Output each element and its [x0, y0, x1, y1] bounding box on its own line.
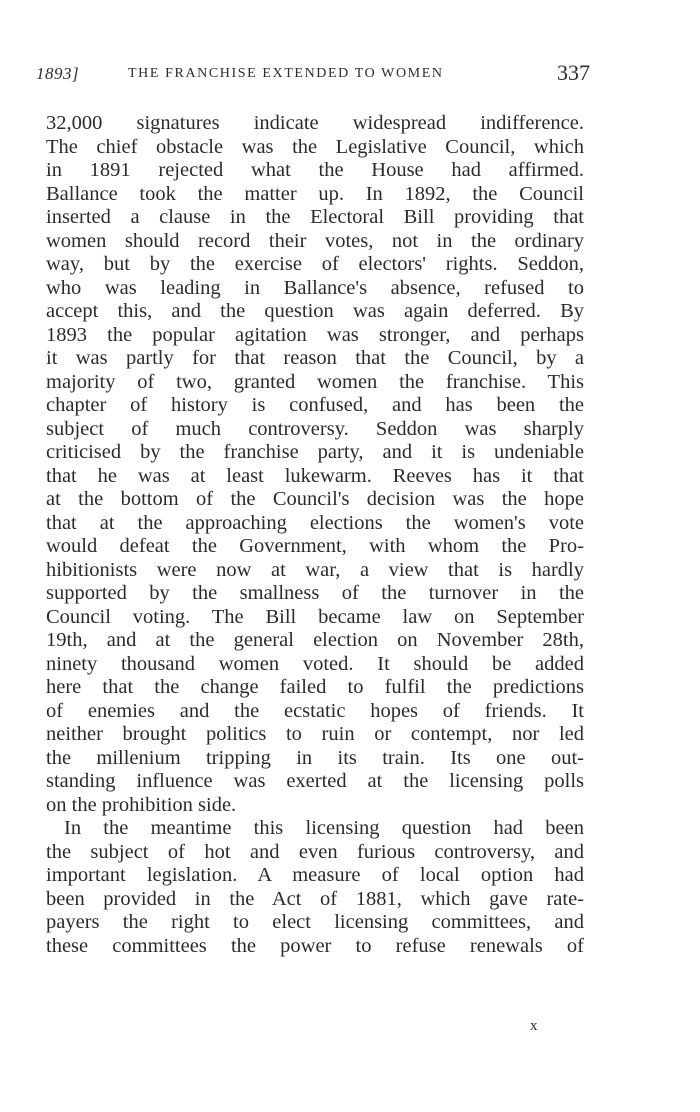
- text-line: women should record their votes, not in the ordinary: [46, 229, 584, 252]
- text-line: at the bottom of the Council's decision was the hope: [46, 488, 584, 510]
- text-line: of enemies and the ecstatic hopes of friends. It: [46, 699, 584, 722]
- text-line: that he was at least lukewarm. Reeves has it that: [46, 464, 584, 487]
- text-line: way, but by the exercise of electors' rights. Seddon,: [46, 253, 584, 275]
- text-line: in 1891 rejected what the House had affirmed.: [46, 159, 584, 181]
- text-line: 1893 the popular agitation was stronger, and perhaps: [46, 323, 584, 346]
- text-line: ninety thousand women voted. It should be added: [46, 652, 584, 675]
- text-line: The chief obstacle was the Legislative Council, which: [46, 135, 584, 158]
- text-line: supported by the smallness of the turnover in the: [46, 582, 584, 604]
- paragraph: [46, 817, 584, 958]
- text-line: 32,000 signatures indicate widespread indifference.: [46, 112, 584, 134]
- text-line: 19th, and at the general election on November 28th,: [46, 629, 584, 651]
- text-line: accept this, and the question was again deferred. By: [46, 300, 584, 322]
- text-line: In the meantime this licensing question had been: [64, 817, 584, 839]
- text-line: these committees the power to refuse renewals of: [46, 934, 584, 957]
- signature-mark: x: [530, 1018, 538, 1034]
- text-line: the millenium tripping in its train. Its one out-: [46, 746, 584, 769]
- text-line: Council voting. The Bill became law on September: [46, 605, 584, 628]
- text-line: majority of two, granted women the franchise. This: [46, 370, 584, 393]
- text-line: hibitionists were now at war, a view that is hardly: [46, 558, 584, 581]
- text-line: neither brought politics to ruin or contempt, nor led: [46, 723, 584, 745]
- page-number: 337: [557, 60, 590, 85]
- body-text: [46, 112, 584, 958]
- text-line: Ballance took the matter up. In 1892, the Council: [46, 182, 584, 205]
- text-line: subject of much controversy. Seddon was sharply: [46, 417, 584, 440]
- text-line: standing influence was exerted at the licensing polls: [46, 770, 584, 792]
- running-head-year: 1893]: [36, 64, 80, 83]
- text-line: on the prohibition side.: [46, 793, 237, 816]
- text-line: important legislation. A measure of local option had: [46, 864, 584, 886]
- running-head: [36, 60, 590, 92]
- paragraph: [46, 112, 584, 817]
- text-line: who was leading in Ballance's absence, refused to: [46, 276, 584, 299]
- text-line: inserted a clause in the Electoral Bill providing that: [46, 206, 584, 228]
- text-line: payers the right to elect licensing committees, and: [46, 911, 584, 933]
- text-line: chapter of history is confused, and has been the: [46, 394, 584, 416]
- text-line: would defeat the Government, with whom the Pro-: [46, 535, 584, 557]
- running-head-title: THE FRANCHISE EXTENDED TO WOMEN: [128, 66, 444, 81]
- text-line: the subject of hot and even furious controversy, and: [46, 840, 584, 863]
- text-line: it was partly for that reason that the Council, by a: [46, 347, 584, 369]
- text-line: been provided in the Act of 1881, which gave rate-: [46, 887, 584, 910]
- text-line: here that the change failed to fulfil the predictions: [46, 676, 584, 698]
- text-line: criticised by the franchise party, and it is undeniable: [46, 441, 584, 463]
- text-line: that at the approaching elections the women's vote: [46, 511, 584, 534]
